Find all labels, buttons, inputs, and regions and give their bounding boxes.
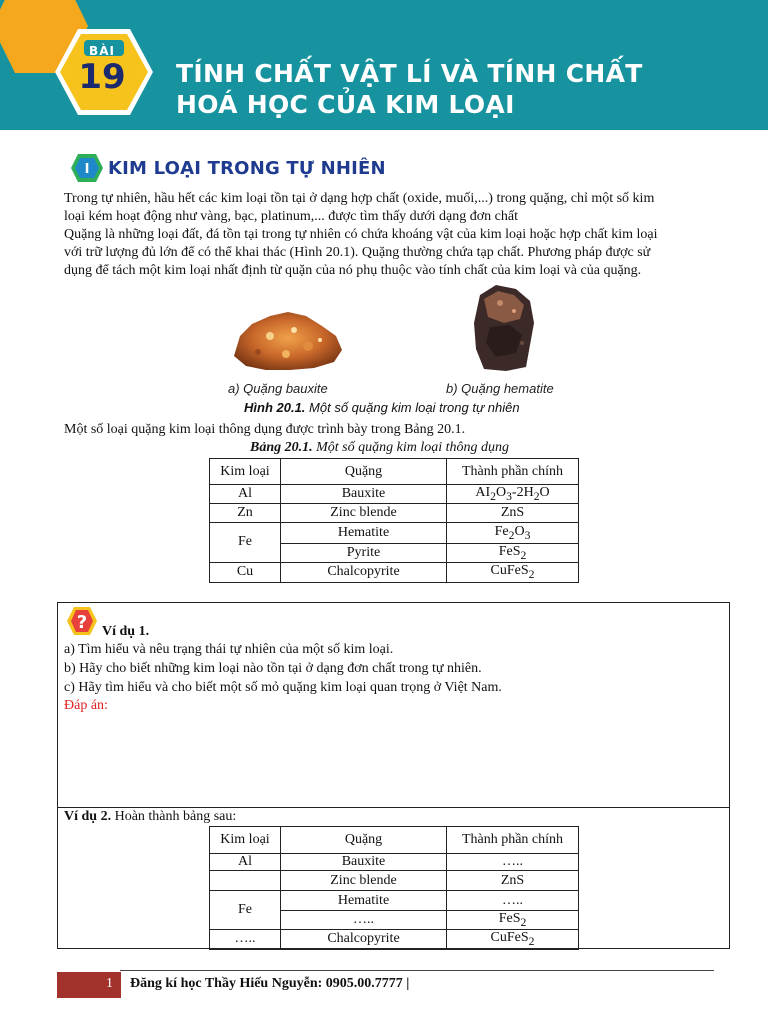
caption-hematite: b) Quặng hematite xyxy=(446,381,554,396)
text-line: Trong tự nhiên, hầu hết các kim loại tồn tại ở dạng hợp chất (oxide, muối,...) trong quặng, chỉ một số kim xyxy=(64,191,655,206)
text-line: dụng để tách một kim loại nhất định từ quặn của nó phụ thuộc vào tính chất của kim loại và của quặng. xyxy=(64,263,642,278)
example2-prompt xyxy=(64,808,236,826)
text-line: với trữ lượng đủ lớn để có thể khai thác (Hình 20.1). Quặng thường chứa tạp chất. Phương pháp được sử xyxy=(64,245,651,260)
exercise-box xyxy=(57,602,730,949)
table1-caption-text: Một số quặng kim loại thông dụng xyxy=(312,440,510,455)
ore-cell: Chalcopyrite xyxy=(281,929,447,949)
text-line: Quặng là những loại đất, đá tồn tại trong tự nhiên có chứa khoáng vật của kim loại hoặc hợp chất kim loại xyxy=(64,227,658,242)
svg-text:I: I xyxy=(84,162,90,177)
table-row xyxy=(210,891,579,911)
header-cell: Kim loại xyxy=(210,827,281,854)
header-cell: Thành phần chính xyxy=(447,827,579,854)
metal-cell: Cu xyxy=(210,562,281,582)
figure-number: Hình 20.1. xyxy=(244,400,306,415)
metal-cell: Al xyxy=(210,854,281,871)
metal-cell: ….. xyxy=(210,929,281,949)
ore-cell: Hematite xyxy=(281,522,447,543)
table-row xyxy=(210,871,579,891)
page-title xyxy=(176,58,643,120)
metal-cell xyxy=(210,871,281,891)
metal-cell: Al xyxy=(210,485,281,504)
table-row xyxy=(210,485,579,504)
example1-part-b: b) Hãy cho biết những kim loại nào tồn tại ở dạng đơn chất trong tự nhiên. xyxy=(64,661,482,676)
footer-rule xyxy=(120,970,714,971)
hematite-ore-image xyxy=(470,283,536,373)
ore-cell: Zinc blende xyxy=(281,871,447,891)
table1-number: Bảng 20.1. xyxy=(250,440,313,455)
table-row xyxy=(210,562,579,582)
header-cell: Thành phần chính xyxy=(447,459,579,485)
caption-bauxite: a) Quặng bauxite xyxy=(228,381,328,396)
ore-table-2 xyxy=(209,826,579,950)
table-row xyxy=(210,929,579,949)
section-number-icon xyxy=(70,153,104,183)
figure-title-text: Một số quặng kim loại trong tự nhiên xyxy=(305,400,520,415)
paragraph-1 xyxy=(64,190,722,280)
example1-label: Ví dụ 1. xyxy=(102,624,150,639)
composition-cell: $Fe_2O_3$ xyxy=(447,522,579,543)
title-line-2: HOÁ HỌC CỦA KIM LOẠI xyxy=(176,90,515,119)
table1-caption xyxy=(250,440,509,456)
text-line: loại kém hoạt động như vàng, bạc, platinum,... được tìm thấy dưới dạng đơn chất xyxy=(64,209,518,224)
ore-cell: Hematite xyxy=(281,891,447,911)
section-title: KIM LOẠI TRONG TỰ NHIÊN xyxy=(108,157,386,179)
metal-cell: Zn xyxy=(210,503,281,522)
example1-part-a: a) Tìm hiểu và nêu trạng thái tự nhiên của một số kim loại. xyxy=(64,642,394,657)
composition-cell: ….. xyxy=(447,891,579,911)
header-cell: Quặng xyxy=(281,459,447,485)
question-mark-icon xyxy=(66,605,98,637)
page-number: 1 xyxy=(106,976,113,991)
example2-label: Ví dụ 2. xyxy=(64,809,112,824)
lesson-header xyxy=(0,0,768,130)
table-row xyxy=(210,854,579,871)
answer-label: Đáp án: xyxy=(64,698,108,713)
ore-table-1 xyxy=(209,458,579,583)
table-intro: Một số loại quặng kim loại thông dụng được trình bày trong Bảng 20.1. xyxy=(64,422,466,437)
composition-cell: CuFeS$_2$ xyxy=(447,929,579,949)
table-row xyxy=(210,503,579,522)
header-cell: Kim loại xyxy=(210,459,281,485)
table-row xyxy=(210,522,579,543)
ore-cell: Chalcopyrite xyxy=(281,562,447,582)
metal-cell: Fe xyxy=(210,522,281,562)
title-line-1: TÍNH CHẤT VẬT LÍ VÀ TÍNH CHẤT xyxy=(176,59,643,88)
table-header-row xyxy=(210,827,579,854)
svg-text:?: ? xyxy=(76,612,88,633)
ore-cell: Bauxite xyxy=(281,485,447,504)
composition-cell: FeS$_2$ xyxy=(447,911,579,930)
table-header-row xyxy=(210,459,579,485)
composition-cell: ZnS xyxy=(447,871,579,891)
composition-cell: FeS$_2$ xyxy=(447,543,579,562)
ore-cell: Pyrite xyxy=(281,543,447,562)
bauxite-ore-image xyxy=(230,306,344,374)
composition-cell: $AI_2O_3-2H_2O$ xyxy=(447,485,579,504)
badge-label: BÀI xyxy=(89,44,115,58)
ore-cell: Bauxite xyxy=(281,854,447,871)
header-cell: Quặng xyxy=(281,827,447,854)
ore-cell: ….. xyxy=(281,911,447,930)
composition-cell: ….. xyxy=(447,854,579,871)
figure-title xyxy=(244,400,520,415)
ore-cell: Zinc blende xyxy=(281,503,447,522)
example2-text: Hoàn thành bảng sau: xyxy=(111,809,237,824)
example1-part-c: c) Hãy tìm hiểu và cho biết một số mỏ quặng kim loại quan trọng ở Việt Nam. xyxy=(64,680,502,695)
lesson-number: 19 xyxy=(78,57,126,97)
composition-cell: CuFeS$_2$ xyxy=(447,562,579,582)
footer-contact: Đăng kí học Thầy Hiếu Nguyễn: 0905.00.7777 | xyxy=(130,976,410,991)
metal-cell: Fe xyxy=(210,891,281,930)
composition-cell: ZnS xyxy=(447,503,579,522)
section-heading xyxy=(70,152,386,184)
